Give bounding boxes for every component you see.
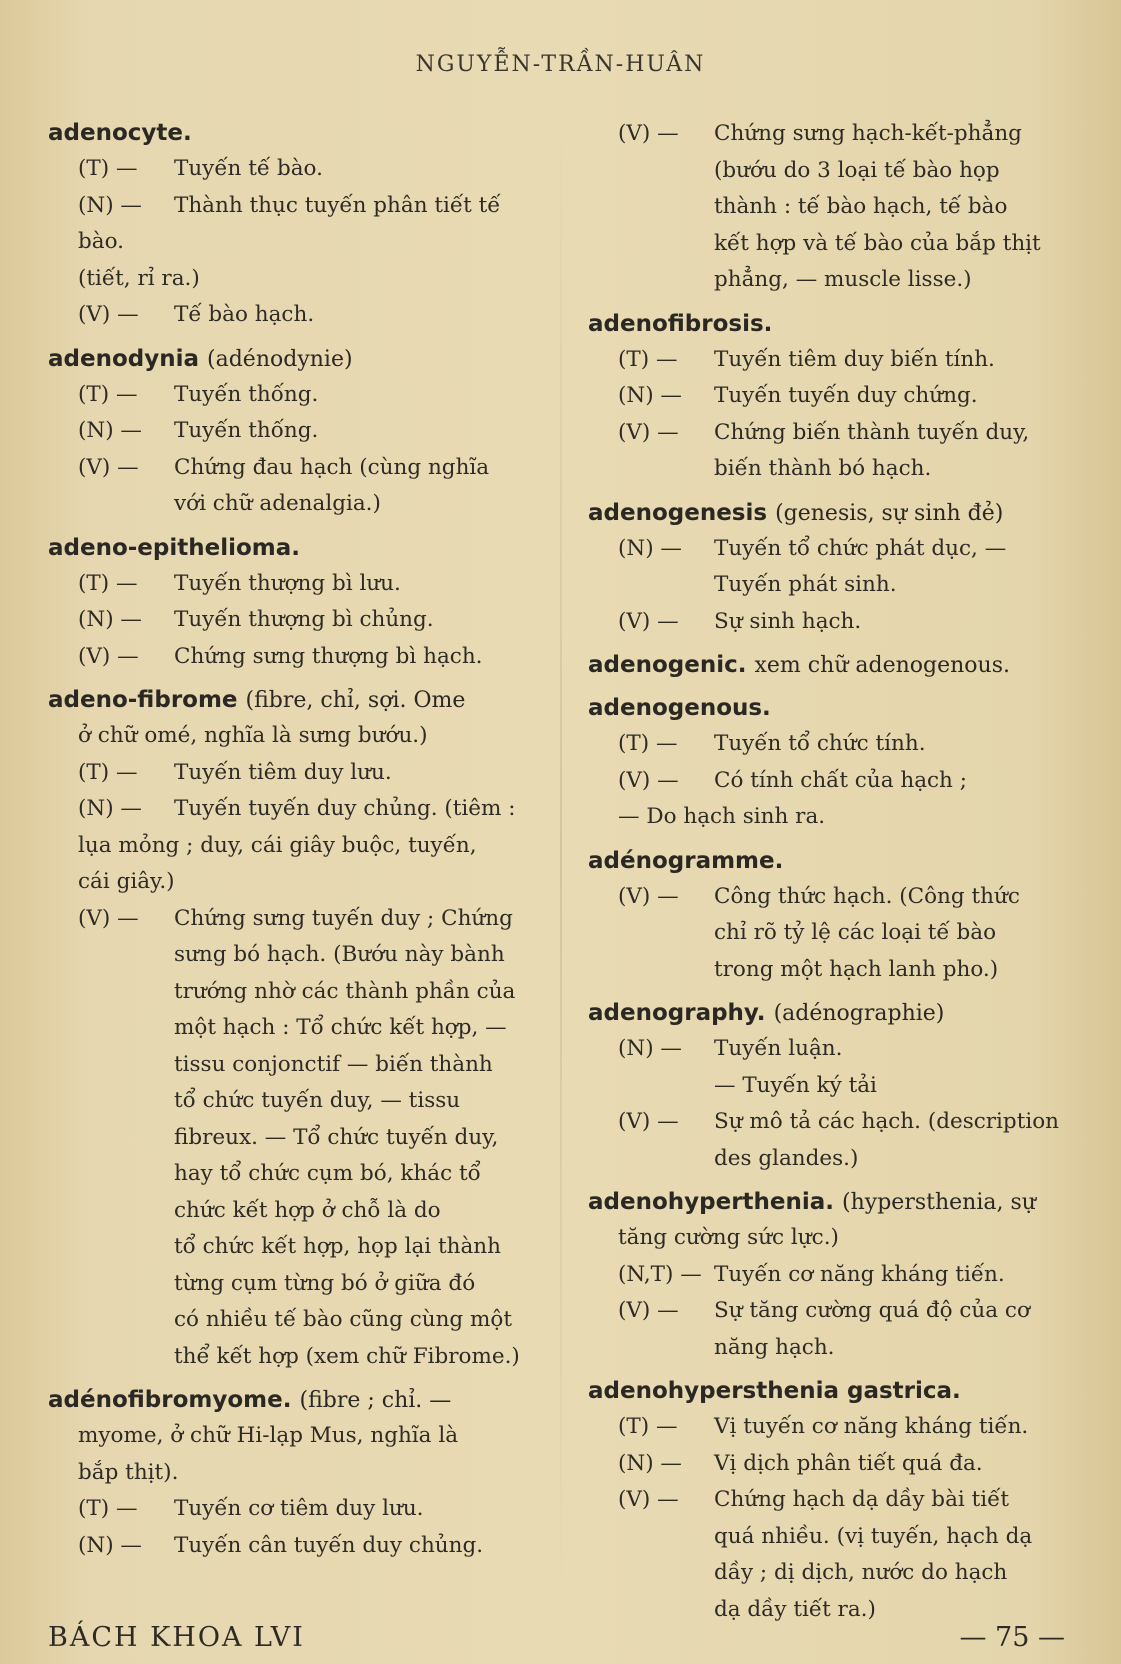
dictionary-entry	[588, 996, 1088, 1177]
definition-continuation: một hạch : Tổ chức kết hợp, —	[174, 1015, 507, 1040]
definition-continuation: chỉ rõ tỷ lệ các loại tế bào	[714, 920, 997, 945]
definition-text: Tuyến thống.	[174, 381, 319, 407]
definition-text: Tuyến thượng bì lưu.	[174, 570, 401, 596]
language-label: (N) —	[78, 192, 142, 218]
entry-headword-note: (fibre ; chỉ. —	[299, 1388, 452, 1413]
definition-continuation: kết hợp và tế bào của bắp thịt	[714, 230, 1041, 256]
language-label: (V) —	[78, 302, 139, 327]
definition-continuation: chức kết hợp ở chỗ là do	[174, 1197, 441, 1223]
definition-continuation: tổ chức kết hợp, họp lại thành	[174, 1234, 501, 1259]
language-label: (N) —	[618, 1036, 682, 1061]
definition-text: Vị tuyến cơ năng kháng tiến.	[714, 1414, 1029, 1439]
definition-line	[588, 116, 1088, 153]
language-label: (V) —	[618, 1487, 679, 1512]
entry-headword-line	[48, 342, 558, 377]
language-label: (T) —	[618, 1414, 678, 1439]
entry-headword-line	[588, 996, 1088, 1031]
language-label: (N) —	[78, 796, 142, 821]
definition-text: Tuyến tế bào.	[174, 156, 323, 181]
entry-headword-line	[588, 844, 1088, 879]
entry-headword-line	[588, 691, 1088, 726]
definition-continuation: bào.	[78, 229, 124, 254]
entry-headword: adenohypersthenia gastrica.	[588, 1378, 961, 1404]
page-number: — 75 —	[959, 1622, 1065, 1653]
definition-continuation: myome, ở chữ Hi-lạp Mus, nghĩa là	[78, 1423, 459, 1448]
definition-continuation: ở chữ omé, nghĩa là sưng bướu.)	[78, 723, 428, 748]
language-label: (N) —	[78, 607, 142, 632]
definition-text: Tuyến tổ chức phát dục, —	[714, 535, 1007, 561]
entry-headword-line	[48, 1383, 558, 1418]
definition-line	[588, 531, 1088, 568]
definition-continuation: từng cụm từng bó ở giữa đó	[174, 1270, 476, 1296]
definition-line	[588, 726, 1088, 763]
entry-headword-note: (adénodynie)	[207, 346, 353, 372]
definition-line	[48, 413, 558, 450]
language-label: (N) —	[78, 1532, 142, 1558]
entry-headword-line	[48, 683, 558, 718]
entry-headword: adenodynia	[48, 345, 199, 372]
definition-line	[588, 1293, 1088, 1330]
entry-headword-line	[48, 531, 558, 566]
definition-line	[588, 342, 1088, 379]
language-label: (N,T) —	[618, 1261, 702, 1287]
language-label: (V) —	[618, 767, 679, 793]
definition-text: Công thức hạch. (Công thức	[714, 883, 1020, 909]
definition-continuation: tăng cường sức lực.)	[618, 1225, 839, 1250]
language-label: (N) —	[618, 535, 682, 561]
definition-continuation: trướng nhờ các thành phần của	[174, 978, 516, 1004]
page-fold-shadow	[560, 120, 562, 1600]
definition-text: Vị dịch phân tiết quá đa.	[714, 1450, 983, 1476]
definition-text: Tuyến tổ chức tính.	[714, 731, 926, 756]
language-label	[588, 1068, 714, 1105]
entry-headword-line	[588, 1185, 1088, 1220]
dictionary-entry	[588, 691, 1088, 836]
definition-text: — Tuyến ký tải	[714, 1072, 877, 1098]
dictionary-entry	[588, 1374, 1088, 1628]
definition-continuation: năng hạch.	[714, 1334, 835, 1360]
definition-line	[588, 1257, 1088, 1294]
definition-line	[48, 377, 558, 414]
definition-text: Tuyến thống.	[174, 418, 319, 443]
language-label: (T) —	[78, 759, 138, 785]
dictionary-entry	[588, 648, 1088, 683]
definition-line	[588, 1104, 1088, 1141]
definition-line	[48, 566, 558, 603]
entry-headword-line	[48, 116, 558, 151]
definition-continuation: tổ chức tuyến duy, — tissu	[174, 1088, 461, 1113]
definition-line	[48, 755, 558, 792]
definition-continuation: cái giây.)	[78, 869, 175, 894]
dictionary-entry	[48, 1383, 558, 1564]
definition-text: Sự mô tả các hạch. (description	[714, 1109, 1059, 1134]
dictionary-entry	[48, 683, 558, 1375]
dictionary-entry	[48, 116, 558, 334]
definition-text: Chứng sưng tuyến duy ; Chứng	[174, 905, 513, 931]
definition-continuation: bắp thịt).	[78, 1459, 179, 1485]
definition-line	[588, 415, 1088, 452]
definition-text: Tuyến cơ năng kháng tiến.	[714, 1261, 1005, 1287]
definition-continuation: lụa mỏng ; duy, cái giây buộc, tuyến,	[78, 832, 477, 858]
definition-text: Tuyến cân tuyến duy chủng.	[174, 1532, 484, 1558]
definition-continuation: (tiết, rỉ ra.)	[78, 265, 200, 291]
definition-line	[48, 450, 558, 487]
definition-continuation: thành : tế bào hạch, tế bào	[714, 194, 1008, 219]
definition-text: Chứng hạch dạ dầy bài tiết	[714, 1487, 1009, 1512]
language-label: (T) —	[618, 731, 678, 756]
definition-text: Tuyến tiêm duy biến tính.	[714, 346, 995, 372]
dictionary-entry	[588, 307, 1088, 488]
language-label: (T) —	[78, 381, 138, 407]
definition-text: Chứng đau hạch (cùng nghĩa	[174, 454, 490, 480]
definition-continuation: hay tổ chức cụm bó, khác tổ	[174, 1161, 481, 1186]
definition-line	[48, 1491, 558, 1528]
entry-headword: adeno-epithelioma.	[48, 534, 301, 561]
language-label: (T) —	[78, 156, 138, 181]
definition-text: Có tính chất của hạch ;	[714, 767, 967, 793]
definition-line	[588, 604, 1088, 641]
definition-line	[48, 602, 558, 639]
definition-line	[588, 1446, 1088, 1483]
language-label: (N) —	[618, 1450, 682, 1476]
entry-headword: adenography.	[588, 1000, 766, 1026]
language-label: (V) —	[618, 1298, 679, 1323]
entry-headword: adenocyte.	[48, 120, 192, 146]
entry-headword: adénogramme.	[588, 847, 784, 874]
definition-line	[588, 1409, 1088, 1446]
language-label: (V) —	[618, 419, 679, 445]
definition-text: Tuyến tiêm duy lưu.	[174, 759, 392, 785]
entry-headword-line	[588, 307, 1088, 342]
definition-text: Chứng biến thành tuyến duy,	[714, 419, 1030, 445]
entry-headword: adenogenous.	[588, 695, 771, 721]
dictionary-entry	[588, 1185, 1088, 1366]
language-label: (V) —	[618, 608, 679, 634]
language-label: (V) —	[78, 905, 139, 931]
definition-line	[48, 791, 558, 828]
definition-text: Chứng sưng hạch-kết-phẳng	[714, 121, 1022, 146]
language-label: (N) —	[618, 383, 682, 408]
definition-line	[48, 1528, 558, 1565]
definition-text: Tuyến tuyến duy chủng. (tiêm :	[174, 796, 516, 821]
dictionary-entry	[588, 116, 1088, 299]
definition-continuation: trong một hạch lanh pho.)	[714, 956, 999, 982]
dictionary-entry	[48, 342, 558, 523]
definition-line	[588, 378, 1088, 415]
definition-continuation: có nhiều tế bào cũng cùng một	[174, 1307, 512, 1332]
definition-continuation: tissu conjonctif — biến thành	[174, 1051, 493, 1077]
definition-line	[48, 188, 558, 225]
language-label: (T) —	[78, 570, 138, 596]
entry-headword: adenogenic.	[588, 652, 747, 678]
entry-headword-line	[588, 496, 1088, 531]
definition-text: Sự tăng cường quá độ của cơ	[714, 1298, 1030, 1323]
definition-text: Tuyến cơ tiêm duy lưu.	[174, 1496, 424, 1521]
left-column	[48, 116, 558, 1572]
definition-continuation: phẳng, — muscle lisse.)	[714, 267, 972, 292]
definition-line	[588, 1482, 1088, 1519]
language-label: (V) —	[618, 121, 679, 146]
entry-headword: adénofibromyome.	[48, 1387, 292, 1413]
footer-publication: BÁCH KHOA LVI	[48, 1622, 305, 1653]
definition-line	[48, 901, 558, 938]
entry-headword: adenohyperthenia.	[588, 1189, 835, 1215]
definition-line	[588, 1068, 1088, 1105]
definition-continuation: dầy ; dị dịch, nước do hạch	[714, 1560, 1008, 1585]
entry-headword: adeno-fibrome	[48, 687, 238, 713]
definition-line	[48, 151, 558, 188]
definition-continuation: Tuyến phát sinh.	[714, 572, 897, 597]
definition-line	[588, 763, 1088, 800]
definition-text: Chứng sưng thượng bì hạch.	[174, 643, 483, 669]
definition-continuation: (bướu do 3 loại tế bào họp	[714, 157, 1000, 183]
definition-continuation: fibreux. — Tổ chức tuyến duy,	[174, 1124, 499, 1150]
definition-line	[48, 639, 558, 676]
definition-text: Tuyến luận.	[714, 1036, 843, 1061]
entry-headword-note: (hypersthenia, sự	[842, 1190, 1036, 1215]
definition-continuation: des glandes.)	[714, 1145, 859, 1171]
definition-text: Tuyến thượng bì chủng.	[174, 607, 434, 632]
language-label: (N) —	[78, 418, 142, 443]
dictionary-entry	[48, 531, 558, 676]
definition-continuation: — Do hạch sinh ra.	[618, 804, 826, 829]
definition-line	[588, 1031, 1088, 1068]
definition-line	[588, 879, 1088, 916]
language-label: (T) —	[618, 346, 678, 372]
language-label: (V) —	[618, 883, 679, 909]
entry-headword-note: (fibre, chỉ, sợi. Ome	[245, 688, 466, 713]
definition-continuation: thể kết hợp (xem chữ Fibrome.)	[174, 1343, 520, 1369]
language-label: (V) —	[78, 454, 139, 480]
entry-headword: adenogenesis	[588, 499, 768, 526]
definition-continuation: biến thành bó hạch.	[714, 456, 932, 481]
definition-line	[48, 297, 558, 334]
dictionary-entry	[588, 844, 1088, 989]
entry-headword-line	[588, 1374, 1088, 1409]
definition-continuation: dạ dầy tiết ra.)	[714, 1596, 876, 1622]
right-column	[588, 116, 1088, 1636]
entry-headword: adenofibrosis.	[588, 310, 773, 337]
page-header: NGUYỄN-TRẦN-HUÂN	[415, 52, 706, 77]
language-label: (V) —	[78, 643, 139, 669]
entry-headword-note: xem chữ adenogenous.	[754, 653, 1011, 678]
definition-text: Tuyến tuyến duy chứng.	[714, 383, 978, 408]
entry-headword-line	[588, 648, 1088, 683]
language-label: (T) —	[78, 1496, 138, 1521]
dictionary-entry	[588, 496, 1088, 641]
definition-text: Tế bào hạch.	[174, 302, 315, 327]
entry-headword-note: (genesis, sự sinh đẻ)	[775, 500, 1004, 526]
definition-text: Sự sinh hạch.	[714, 608, 862, 634]
definition-continuation: quá nhiều. (vị tuyến, hạch dạ	[714, 1523, 1033, 1549]
language-label: (V) —	[618, 1109, 679, 1134]
definition-text: Thành thục tuyến phân tiết tế	[174, 192, 501, 218]
entry-headword-note: (adénographie)	[773, 1001, 945, 1026]
definition-continuation: với chữ adenalgia.)	[174, 491, 381, 516]
definition-continuation: sưng bó hạch. (Bướu này bành	[174, 942, 505, 967]
